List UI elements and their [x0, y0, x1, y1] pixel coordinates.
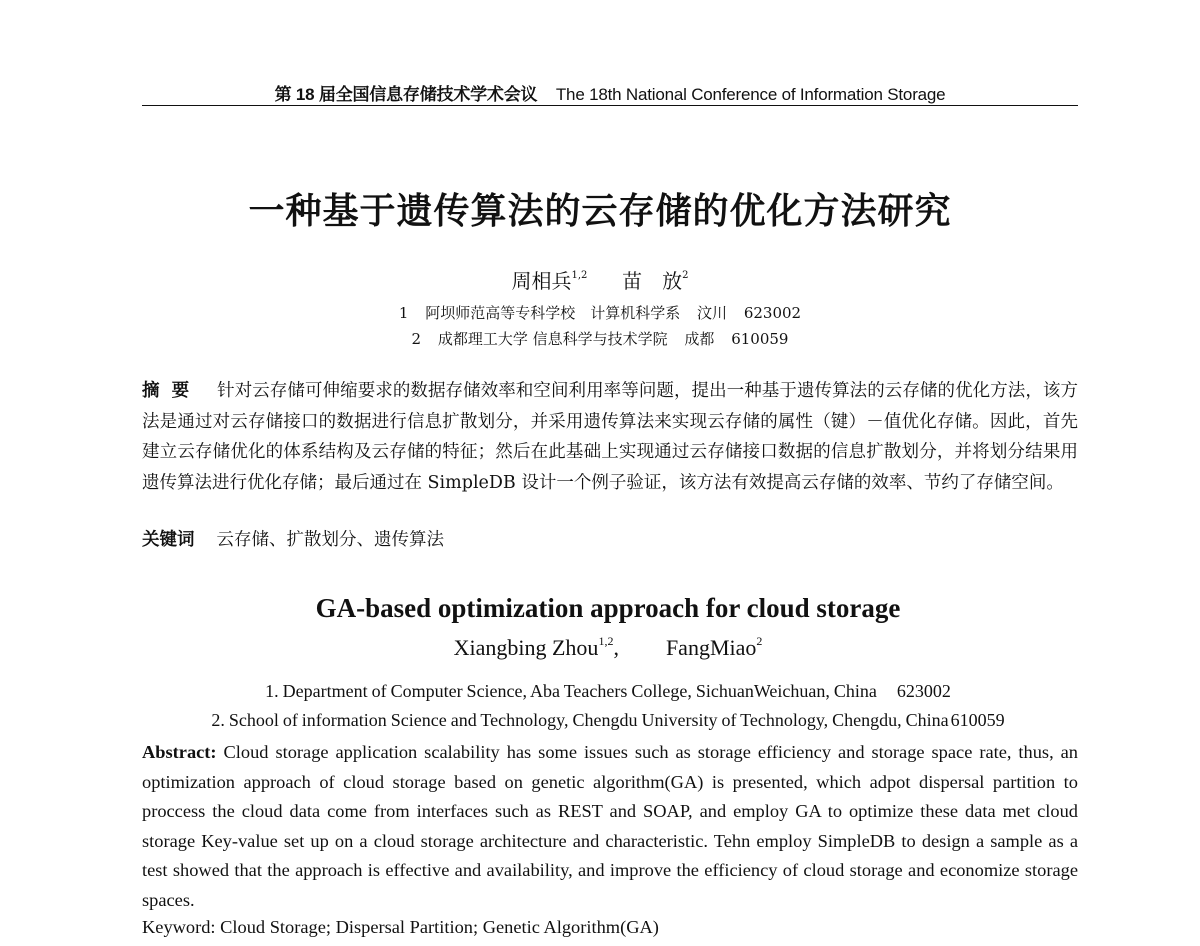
affiliation-cn: [0, 328, 1200, 349]
affiliation-code: 610059: [731, 330, 789, 348]
authors-cn: [0, 265, 1200, 294]
abstract-label-en: Abstract:: [142, 742, 217, 762]
abstract-text-cn: 针对云存储可伸缩要求的数据存储效率和空间利用率等问题，提出一种基于遗传算法的云存储的优化方法，该方法是通过对云存储接口的数据进行信息扩散划分，并采用遗传算法来实现云存储的属性（键）－值优化存储。因此，首先建立云存储优化的体系结构及云存储的特征；然后在此基础上实现通过云存储接口数据的信息扩散划分，并将划分结果用遗传算法进行优化存储；最后通过在 SimpleDB 设计一个例子验证，该方法有效提高云存储的效率、节约了存储空间。: [142, 381, 1078, 493]
keywords-en: Keyword: Cloud Storage; Dispersal Partition; Genetic Algorithm(GA): [142, 917, 659, 937]
author-affil-sup: 1,2: [571, 270, 588, 281]
author-name-cn: 苗 放: [622, 269, 683, 293]
conference-name-cn: 第 18 届全国信息存储技术学术会议: [274, 85, 538, 104]
author-separator: ,: [613, 635, 619, 660]
affiliation-text: 1. Department of Computer Science, Aba Teachers College, SichuanWeichuan, China: [265, 681, 877, 701]
author-name-en: Xiangbing Zhou: [453, 635, 599, 660]
abstract-en: [142, 738, 1078, 915]
affiliation-org: 成都理工大学 信息科学与技术学院: [437, 330, 668, 348]
affiliation-en: [0, 681, 1200, 702]
author-name-cn: 周相兵: [511, 269, 572, 293]
abstract-cn: [142, 376, 1078, 498]
authors-en: [0, 634, 1200, 661]
author-name-en: FangMiao: [665, 635, 757, 660]
header-rule: [142, 105, 1078, 106]
affiliation-cn: [0, 302, 1200, 323]
abstract-label-cn: 摘要: [142, 381, 202, 401]
keywords-cn: [142, 525, 1078, 555]
author-affil-sup: 2: [682, 270, 689, 281]
affiliation-code: 623002: [743, 304, 802, 322]
affiliation-code: 623002: [896, 681, 951, 701]
running-header: [142, 80, 1078, 105]
author-affil-sup: 2: [756, 634, 763, 648]
affiliation-num: 1: [398, 304, 409, 322]
keywords-label-cn: 关键词: [142, 530, 195, 550]
keywords-text-cn: 云存储、扩散划分、遗传算法: [216, 530, 444, 550]
affiliation-num: 2: [411, 330, 422, 348]
affiliation-code: 610059: [950, 710, 1005, 730]
affiliation-org: 阿坝师范高等专科学校 计算机科学系: [425, 304, 681, 322]
paper-title-en: GA-based optimization approach for cloud storage: [315, 593, 901, 623]
affiliation-en: [0, 710, 1200, 731]
affiliation-text: 2. School of information Science and Technology, Chengdu University of Technology, Chengdu, China: [211, 710, 949, 730]
conference-name-en: The 18th National Conference of Information Storage: [555, 85, 946, 104]
affiliation-city: 成都: [684, 330, 715, 348]
affiliation-city: 汶川: [697, 304, 728, 322]
author-affil-sup: 1,2: [598, 634, 614, 648]
abstract-text-en: Cloud storage application scalability has some issues such as storage efficiency and storage space rate, thus, an optimization approach of cloud storage based on genetic algorithm(GA) is presented, which adpot dispersal partition to proccess the cloud data come from interfaces such as REST and SOAP, and employ GA to optimize these data met cloud storage Key-value set up on a cloud storage architecture and characteristic. Tehn employ SimpleDB to design a sample as a test showed that the approach is effective and availability, and improve the efficiency of cloud storage and economize storage spaces.: [142, 742, 1078, 910]
paper-title-cn: 一种基于遗传算法的云存储的优化方法研究: [248, 191, 952, 232]
